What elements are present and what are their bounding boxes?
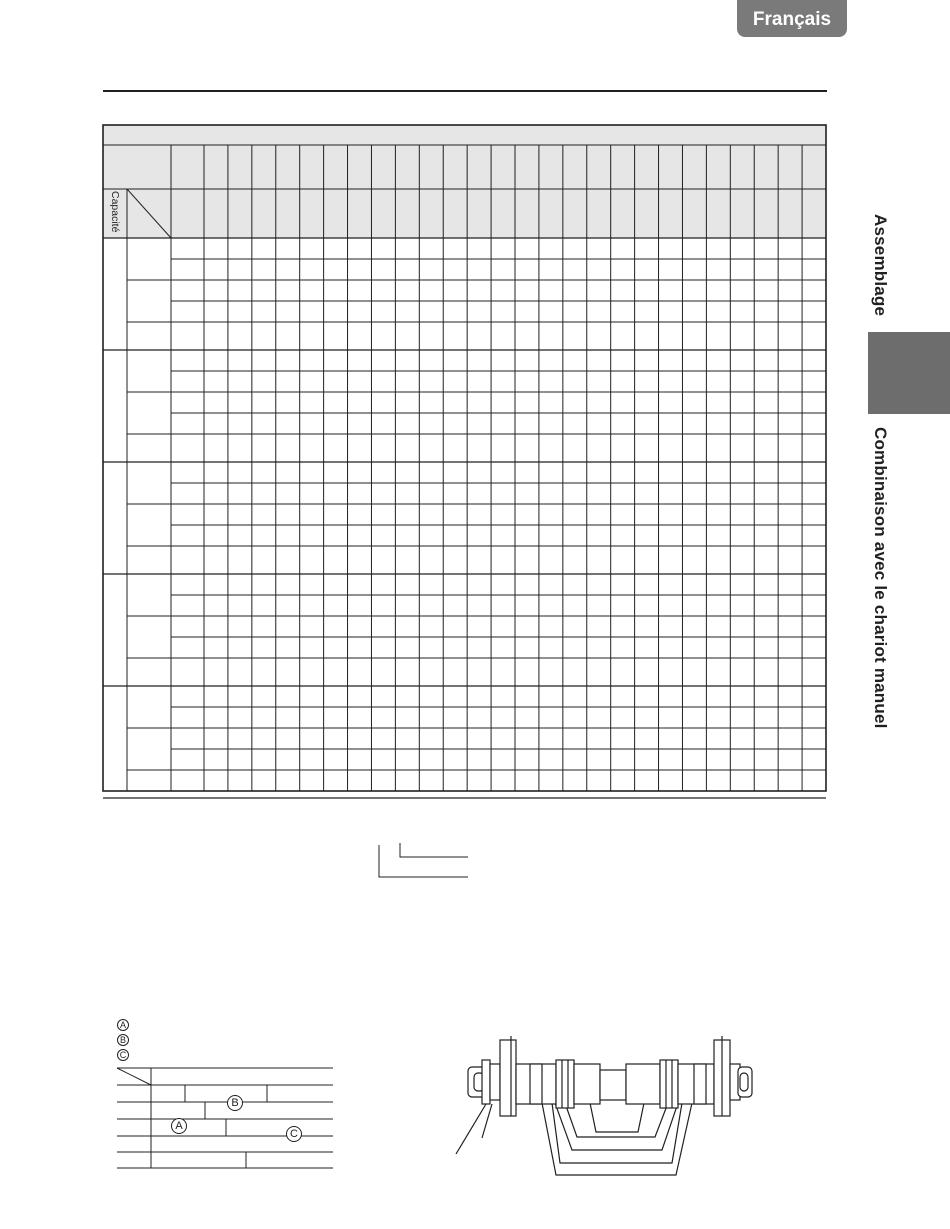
legend-key-b: B [117, 1034, 129, 1046]
legend-marker-a: A [171, 1118, 187, 1134]
compatibility-table [103, 125, 826, 798]
legend-marker-b: B [227, 1095, 243, 1111]
legend-key-a: A [117, 1019, 129, 1031]
legend-marker-c: C [286, 1126, 302, 1142]
section-label: Assemblage [871, 214, 890, 317]
subsection-label: Combinaison avec le chariot manuel [871, 427, 890, 729]
legend-table [117, 1068, 333, 1168]
legend-key-c: C [117, 1049, 129, 1061]
axle-diagram [456, 1036, 752, 1175]
legend-keys [117, 1019, 129, 1064]
capacity-corner-label: Capacité [109, 191, 121, 233]
bracket-mark [379, 843, 468, 877]
table-header-band [103, 125, 826, 238]
language-tab[interactable]: Français [737, 0, 847, 37]
